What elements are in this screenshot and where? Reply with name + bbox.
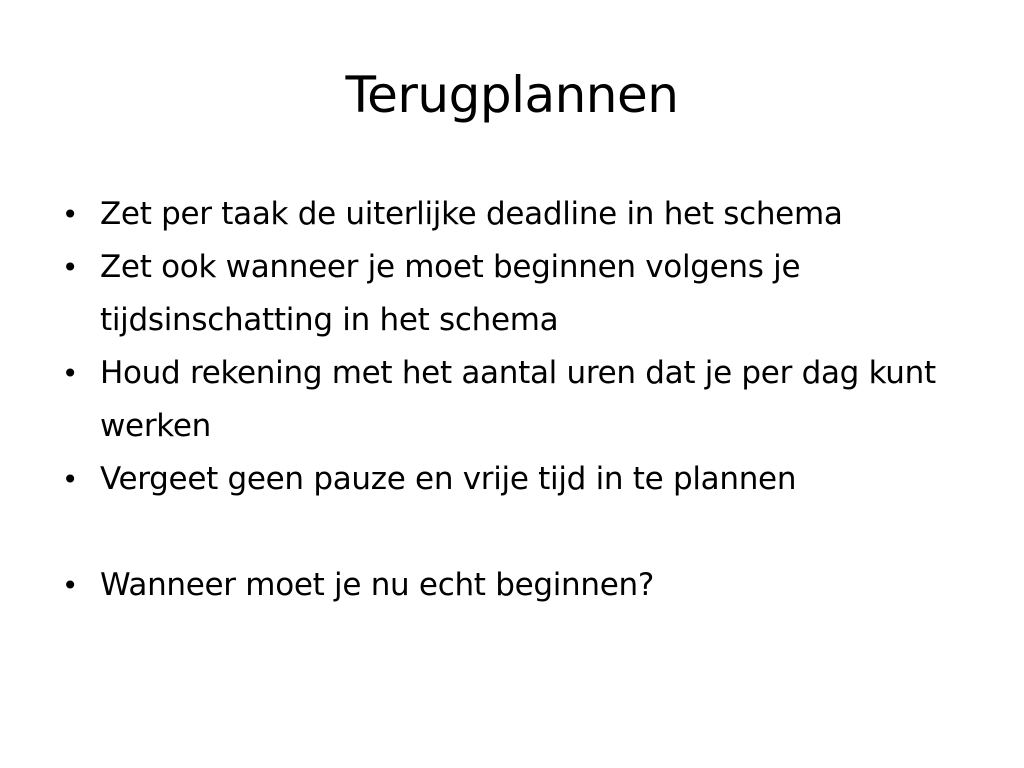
list-gap [56, 506, 986, 559]
bullet-list [56, 188, 986, 612]
list-item [56, 559, 986, 612]
list-item [56, 453, 986, 506]
bullet-dot-icon: • [61, 357, 79, 390]
bullet-dot-icon: • [61, 463, 79, 496]
list-item [56, 188, 986, 241]
bullet-text: Zet per taak de uiterlijke deadline in het schema [100, 196, 843, 232]
bullet-dot-icon: • [61, 198, 79, 231]
bullet-text: Houd rekening met het aantal uren dat je per dag kunt werken [100, 355, 936, 444]
bullet-text: Vergeet geen pauze en vrije tijd in te plannen [100, 461, 797, 497]
list-item [56, 347, 980, 453]
slide-title: Terugplannen [345, 66, 679, 124]
list-item [56, 241, 900, 347]
bullet-dot-icon: • [61, 569, 79, 602]
bullet-dot-icon: • [61, 251, 79, 284]
bullet-text: Wanneer moet je nu echt beginnen? [100, 567, 655, 603]
bullet-text: Zet ook wanneer je moet beginnen volgens je tijdsinschatting in het schema [100, 249, 801, 338]
